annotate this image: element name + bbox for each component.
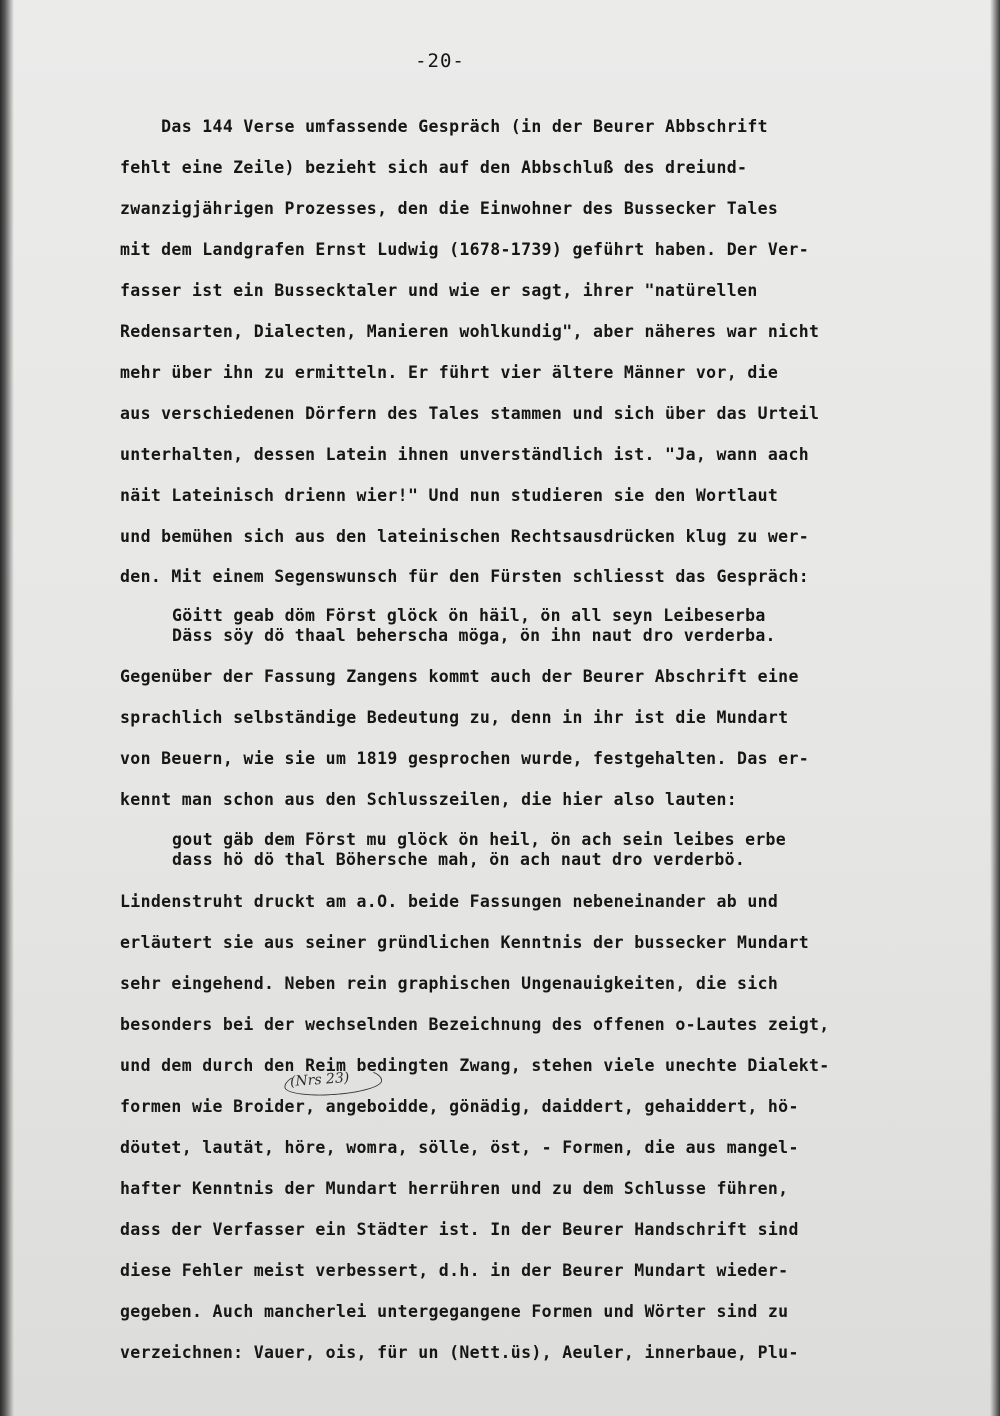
text-line: mehr über ihn zu ermitteln. Er führt vier ältere Männer vor, die [120, 363, 779, 382]
text-line: fehlt eine Zeile) bezieht sich auf den Abbschluß des dreiund- [120, 158, 748, 177]
text-line: Lindenstruht druckt am a.O. beide Fassungen nebeneinander ab und [120, 892, 779, 911]
text-line: dass der Verfasser ein Städter ist. In der Beurer Handschrift sind [120, 1220, 799, 1239]
text-line: sprachlich selbständige Bedeutung zu, denn in ihr ist die Mundart [120, 708, 789, 727]
text-line: und dem durch den Reim bedingten Zwang, stehen viele unechte Dialekt- [120, 1056, 830, 1075]
text-line: näit Lateinisch drienn wier!" Und nun studieren sie den Wortlaut [120, 486, 779, 505]
scan-edge-right [990, 0, 1000, 1416]
scan-edge-left [0, 0, 14, 1416]
text-line: hafter Kenntnis der Mundart herrühren und zu dem Schlusse führen, [120, 1179, 789, 1198]
text-line: Gegenüber der Fassung Zangens kommt auch der Beurer Abschrift eine [120, 667, 799, 686]
text-line: zwanzigjährigen Prozesses, den die Einwohner des Bussecker Tales [120, 199, 779, 218]
text-line: besonders bei der wechselnden Bezeichnung des offenen o-Lautes zeigt, [120, 1015, 830, 1034]
text-line: fasser ist ein Bussecktaler und wie er sagt, ihrer "natürellen [120, 281, 758, 300]
text-line: verzeichnen: Vauer, ois, für un (Nett.üs), Aeuler, innerbaue, Plu- [120, 1343, 799, 1362]
text-line: Das 144 Verse umfassende Gespräch (in der Beurer Abbschrift [120, 117, 768, 136]
text-line: und bemühen sich aus den lateinischen Rechtsausdrücken klug zu wer- [120, 527, 810, 546]
verse-line: Däss söy dö thaal beherscha möga, ön ihn naut dro verderba. [172, 626, 776, 645]
page-number: -20- [415, 50, 465, 72]
text-line: aus verschiedenen Dörfern des Tales stammen und sich über das Urteil [120, 404, 820, 423]
text-line: mit dem Landgrafen Ernst Ludwig (1678-1739) geführt haben. Der Ver- [120, 240, 810, 259]
text-line: von Beuern, wie sie um 1819 gesprochen wurde, festgehalten. Das er- [120, 749, 810, 768]
text-line: kennt man schon aus den Schlusszeilen, die hier also lauten: [120, 790, 738, 809]
text-line: gegeben. Auch mancherlei untergegangene Formen und Wörter sind zu [120, 1302, 789, 1321]
verse-line: gout gäb dem Först mu glöck ön heil, ön ach sein leibes erbe [172, 830, 787, 849]
text-line: formen wie Broider, angeboidde, gönädig, daiddert, gehaiddert, hö- [120, 1097, 799, 1116]
text-line: unterhalten, dessen Latein ihnen unverständlich ist. "Ja, wann aach [120, 445, 810, 464]
text-line: diese Fehler meist verbessert, d.h. in der Beurer Mundart wieder- [120, 1261, 789, 1280]
text-line: erläutert sie aus seiner gründlichen Kenntnis der bussecker Mundart [120, 933, 810, 952]
text-line: den. Mit einem Segenswunsch für den Fürsten schliesst das Gespräch: [120, 567, 810, 586]
verse-line: dass hö dö thal Böhersche mah, ön ach naut dro verderbö. [172, 850, 746, 869]
text-line: sehr eingehend. Neben rein graphischen Ungenauigkeiten, die sich [120, 974, 779, 993]
text-line: Redensarten, Dialecten, Manieren wohlkundig", aber näheres war nicht [120, 322, 820, 341]
verse-line: Göitt geab döm Först glöck ön häil, ön all seyn Leibeserba [172, 606, 766, 625]
handwritten-margin-note: (Nrs 23) [289, 1069, 350, 1091]
text-line: döutet, lautät, höre, womra, sölle, öst, - Formen, die aus mangel- [120, 1138, 799, 1157]
